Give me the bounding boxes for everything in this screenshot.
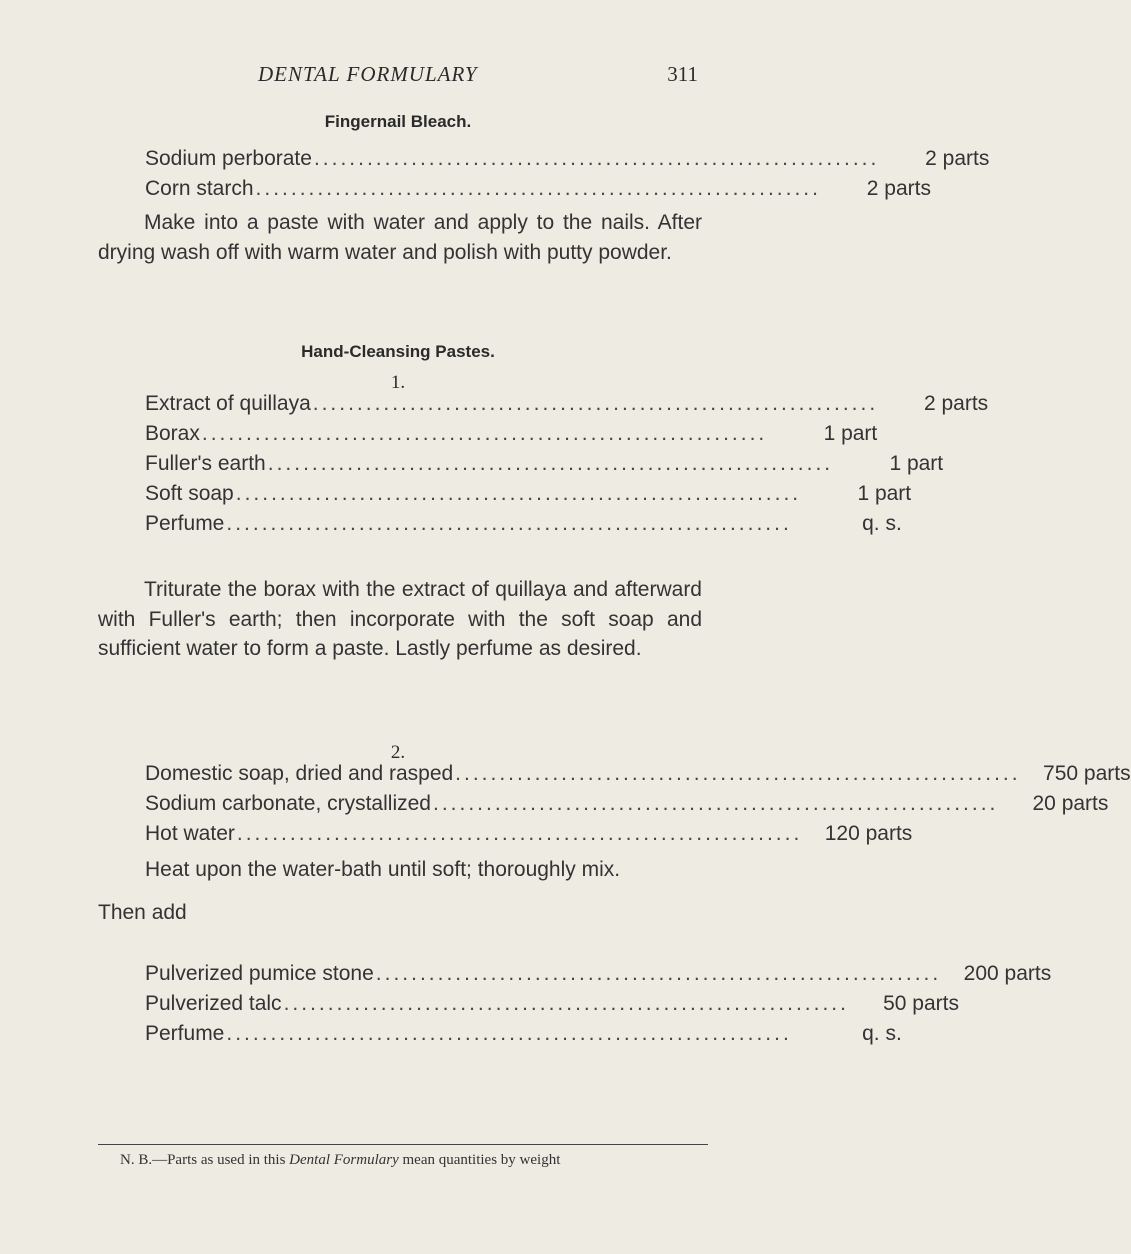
ingredient-name: Borax bbox=[145, 422, 200, 445]
recipe-numeral-1: 1. bbox=[390, 372, 406, 393]
leader-dots: ................................................................ bbox=[226, 512, 792, 535]
ingredient-name: Fuller's earth bbox=[145, 452, 266, 475]
ingredient-name: Sodium perborate bbox=[145, 147, 312, 170]
ingredient-name: Corn starch bbox=[145, 177, 254, 200]
footnote bbox=[98, 1150, 708, 1170]
ingredient-quantity: 20 parts bbox=[1032, 792, 1109, 815]
ingredient-quantity: 2 parts bbox=[866, 177, 931, 200]
page-number: 311 bbox=[667, 62, 698, 86]
section-title-hand-cleansing-pastes: Hand-Cleansing Pastes. bbox=[301, 342, 495, 361]
leader-dots: ................................................................ bbox=[236, 822, 803, 845]
ingredient-row bbox=[145, 147, 990, 177]
ingredient-row bbox=[145, 1022, 902, 1052]
ingredient-row bbox=[145, 822, 913, 852]
then-add-text: Then add bbox=[98, 901, 187, 924]
ingredient-name: Hot water bbox=[145, 822, 235, 845]
section-title-fingernail-bleach: Fingernail Bleach. bbox=[324, 112, 472, 131]
heat-instruction: Heat upon the water-bath until soft; thoroughly mix. bbox=[145, 858, 621, 881]
ingredient-quantity: q. s. bbox=[862, 1022, 902, 1045]
ingredient-row bbox=[145, 962, 1052, 992]
ingredient-row bbox=[145, 422, 878, 452]
recipe-numeral-2: 2. bbox=[390, 742, 406, 763]
ingredient-quantity: q. s. bbox=[862, 512, 902, 535]
leader-dots: ................................................................ bbox=[267, 452, 834, 475]
leader-dots: ................................................................ bbox=[201, 422, 768, 445]
ingredient-quantity: 50 parts bbox=[883, 992, 959, 1015]
ingredient-quantity: 1 part bbox=[823, 422, 878, 445]
footnote-rule bbox=[98, 1144, 708, 1145]
leader-dots: ................................................................ bbox=[432, 792, 999, 815]
ingredient-row bbox=[145, 392, 989, 422]
ingredient-name: Sodium carbonate, crystallized bbox=[145, 792, 431, 815]
ingredient-row bbox=[145, 512, 902, 542]
ingredient-quantity: 1 part bbox=[889, 452, 944, 475]
footnote-emphasis: Dental Formulary bbox=[289, 1152, 399, 1168]
ingredient-quantity: 1 part bbox=[857, 482, 912, 505]
fingernail-instructions: Make into a paste with water and apply to the nails. After drying wash off with warm water and polish with putty powder. bbox=[98, 211, 702, 264]
leader-dots: ................................................................ bbox=[235, 482, 802, 505]
footnote-prefix: N. B.—Parts as used in this bbox=[120, 1152, 290, 1168]
leader-dots: ................................................................ bbox=[283, 992, 849, 1015]
footnote-suffix: mean quantities by weight bbox=[398, 1152, 561, 1168]
recipe1-instructions: Triturate the borax with the extract of quillaya and afterward with Fuller's earth; then incorporate with the soft soap and sufficient water to form a paste. Lastly perfume as desired. bbox=[98, 578, 702, 660]
ingredient-row bbox=[145, 482, 912, 512]
running-title: DENTAL FORMULARY bbox=[258, 62, 478, 86]
leader-dots: ................................................................ bbox=[312, 392, 879, 415]
ingredient-name: Perfume bbox=[145, 1022, 225, 1045]
leader-dots: ................................................................ bbox=[375, 962, 942, 985]
leader-dots: ................................................................ bbox=[226, 1022, 792, 1045]
ingredient-name: Pulverized pumice stone bbox=[145, 962, 374, 985]
ingredient-row bbox=[145, 762, 1131, 792]
ingredient-name: Domestic soap, dried and rasped bbox=[145, 762, 454, 785]
ingredient-row bbox=[145, 792, 1109, 822]
ingredient-name: Soft soap bbox=[145, 482, 234, 505]
ingredient-quantity: 2 parts bbox=[925, 147, 990, 170]
ingredient-name: Extract of quillaya bbox=[145, 392, 311, 415]
leader-dots: ................................................................ bbox=[255, 177, 821, 200]
ingredient-quantity: 750 parts bbox=[1043, 762, 1131, 785]
ingredient-quantity: 200 parts bbox=[963, 962, 1052, 985]
running-head bbox=[98, 62, 698, 88]
ingredient-quantity: 2 parts bbox=[923, 392, 989, 415]
ingredient-row bbox=[145, 177, 931, 207]
ingredient-quantity: 120 parts bbox=[824, 822, 913, 845]
ingredient-name: Perfume bbox=[145, 512, 225, 535]
leader-dots: ................................................................ bbox=[455, 762, 1021, 785]
leader-dots: ................................................................ bbox=[313, 147, 880, 170]
ingredient-row bbox=[145, 452, 944, 482]
ingredient-name: Pulverized talc bbox=[145, 992, 282, 1015]
ingredient-row bbox=[145, 992, 959, 1022]
